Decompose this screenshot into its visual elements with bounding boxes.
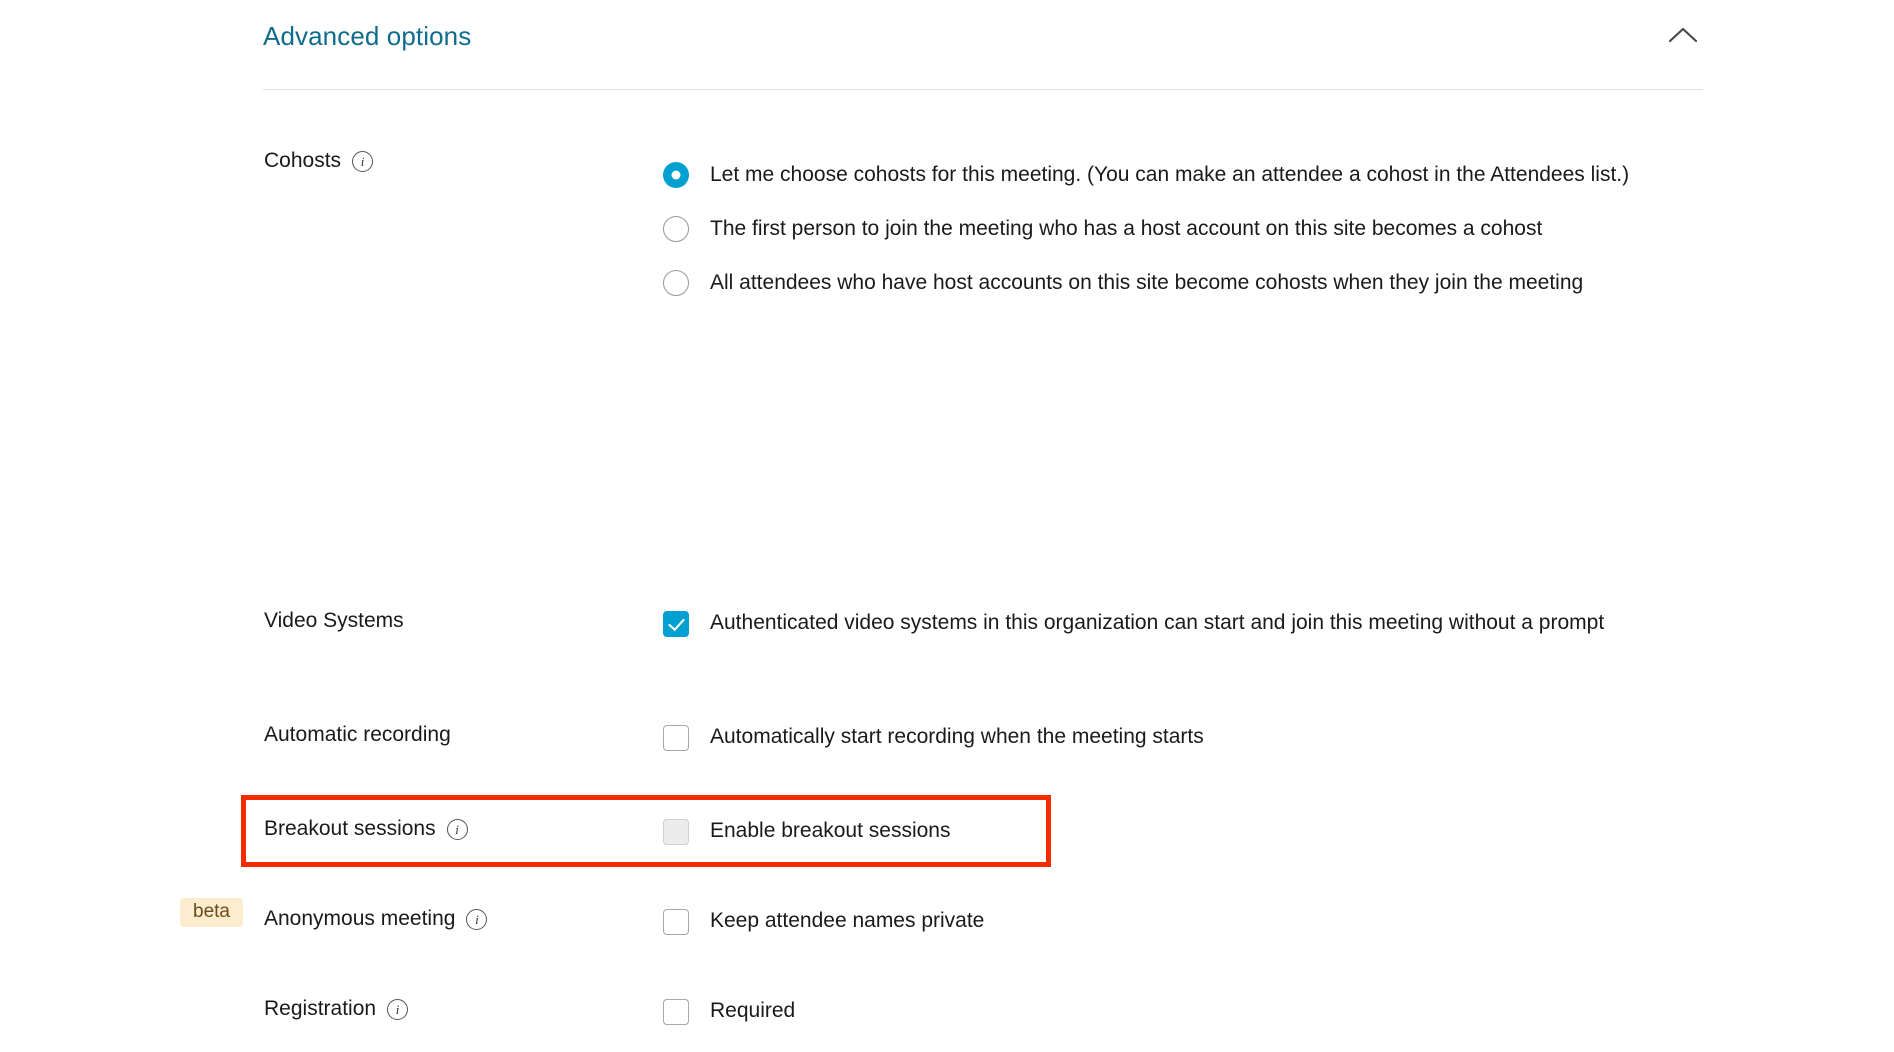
chevron-up-icon[interactable]	[1663, 18, 1703, 52]
checkbox-label-registration: Required	[710, 999, 796, 1022]
radio-all-attendees[interactable]	[663, 270, 689, 296]
checkbox-automatic-recording[interactable]	[663, 725, 689, 751]
advanced-options-header	[263, 18, 1703, 90]
radio-label-choose-cohosts: Let me choose cohosts for this meeting. (You can make an attendee a cohost in the Attendees list.)	[710, 163, 1630, 186]
row-label-anonymous-meeting	[263, 906, 663, 932]
checkbox-registration[interactable]	[663, 999, 689, 1025]
checkbox-video-systems[interactable]	[663, 611, 689, 637]
checkbox-label-video-systems: Authenticated video systems in this organization can start and join this meeting without a prompt	[710, 611, 1605, 634]
radio-label-all-attendees: All attendees who have host accounts on this site become cohosts when they join the meeting	[710, 271, 1584, 294]
row-registration	[263, 996, 795, 1026]
checkbox-option-video-systems[interactable]	[663, 608, 1604, 638]
cohosts-options	[663, 148, 1629, 310]
row-automatic-recording	[263, 722, 1204, 752]
checkbox-label-automatic-recording: Automatically start recording when the meeting starts	[710, 725, 1204, 748]
radio-option-first-person[interactable]	[663, 202, 1629, 256]
checkbox-option-registration[interactable]	[663, 996, 795, 1026]
breakout-sessions-label-text: Breakout sessions	[264, 817, 436, 840]
checkbox-breakout-sessions[interactable]	[663, 819, 689, 845]
row-label-video-systems	[263, 608, 663, 634]
row-label-cohosts	[263, 148, 663, 174]
radio-label-first-person: The first person to join the meeting who has a host account on this site becomes a cohost	[710, 217, 1543, 240]
checkbox-anonymous-meeting[interactable]	[663, 909, 689, 935]
row-label-breakout-sessions	[263, 816, 663, 842]
info-icon[interactable]: i	[447, 819, 468, 840]
row-cohosts	[263, 148, 1629, 310]
automatic-recording-label-text: Automatic recording	[264, 723, 451, 746]
radio-first-person[interactable]	[663, 216, 689, 242]
info-icon[interactable]: i	[387, 999, 408, 1020]
radio-choose-cohosts[interactable]	[663, 162, 689, 188]
row-label-registration	[263, 996, 663, 1022]
info-icon[interactable]: i	[352, 151, 373, 172]
row-video-systems	[263, 608, 1604, 638]
row-label-automatic-recording	[263, 722, 663, 748]
anonymous-meeting-label-text: Anonymous meeting	[264, 907, 456, 930]
registration-label-text: Registration	[264, 997, 377, 1020]
row-breakout-sessions	[263, 816, 951, 846]
cohosts-label-text: Cohosts	[264, 149, 342, 172]
page-title: Advanced options	[263, 21, 472, 51]
checkbox-option-anonymous-meeting[interactable]	[663, 906, 984, 936]
checkbox-label-breakout-sessions: Enable breakout sessions	[710, 819, 951, 842]
row-anonymous-meeting	[263, 906, 984, 936]
radio-option-choose-cohosts[interactable]	[663, 148, 1629, 202]
checkbox-label-anonymous-meeting: Keep attendee names private	[710, 909, 985, 932]
radio-option-all-attendees[interactable]	[663, 256, 1629, 310]
video-systems-label-text: Video Systems	[264, 609, 404, 632]
info-icon[interactable]: i	[466, 909, 487, 930]
checkbox-option-automatic-recording[interactable]	[663, 722, 1204, 752]
checkbox-option-breakout-sessions[interactable]	[663, 816, 951, 846]
status-badge-beta: beta	[180, 898, 243, 927]
